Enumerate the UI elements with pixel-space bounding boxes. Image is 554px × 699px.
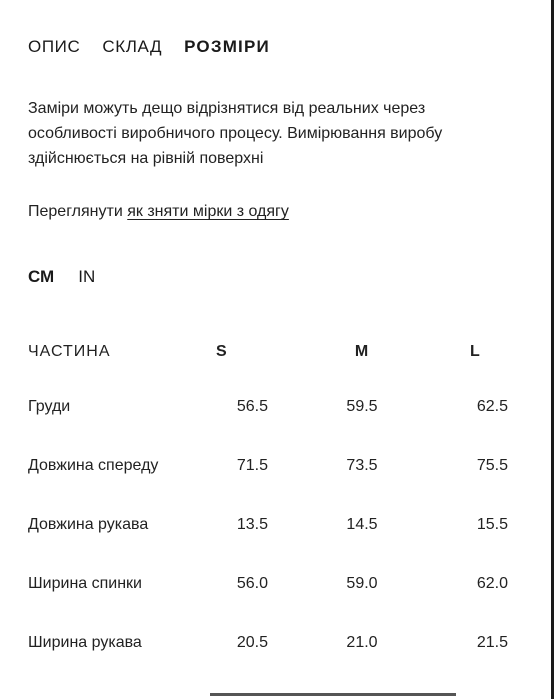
- table-row: [28, 634, 554, 693]
- row-size-l: 21.5: [476, 634, 508, 651]
- tab-sizes[interactable]: РОЗМІРИ: [184, 37, 270, 56]
- row-size-m: 59.5: [346, 398, 378, 415]
- measure-guide-prefix: Переглянути: [28, 203, 123, 220]
- row-part: Ширина спинки: [28, 575, 142, 592]
- row-size-l: 62.0: [476, 575, 508, 592]
- row-size-m: 14.5: [346, 516, 378, 533]
- unit-switcher: [28, 267, 95, 287]
- table-horizontal-scrollbar[interactable]: [210, 693, 456, 696]
- measurement-disclaimer: Заміри можуть дещо відрізнятися від реальних через особливості виробничого процесу. Вимірювання виробу здійснюється на рівній поверхні: [28, 100, 443, 167]
- tab-description[interactable]: ОПИС: [28, 37, 81, 56]
- row-part: Довжина рукава: [28, 516, 149, 533]
- row-size-l: 75.5: [476, 457, 508, 474]
- table-row: [28, 398, 554, 457]
- tab-composition[interactable]: СКЛАД: [102, 37, 163, 56]
- row-size-s-cell: [208, 575, 268, 599]
- table-row: [28, 516, 554, 575]
- header-size-m: M: [354, 343, 370, 360]
- row-size-s: 13.5: [236, 516, 268, 533]
- size-table: [28, 343, 554, 693]
- unit-in-toggle[interactable]: IN: [78, 267, 96, 286]
- product-tabs: [28, 37, 270, 57]
- table-row: [28, 575, 554, 634]
- row-size-s: 56.5: [236, 398, 268, 415]
- row-size-l: 15.5: [476, 516, 508, 533]
- row-size-s-cell: [208, 634, 268, 658]
- row-size-m: 73.5: [346, 457, 378, 474]
- row-size-l: 62.5: [476, 398, 508, 415]
- row-size-s: 56.0: [236, 575, 268, 592]
- table-header-row: [28, 343, 554, 398]
- measure-guide-line: [28, 203, 289, 221]
- row-part: Ширина рукава: [28, 634, 142, 651]
- row-size-m: 21.0: [346, 634, 378, 651]
- row-part: Довжина спереду: [28, 457, 159, 474]
- table-row: [28, 457, 554, 516]
- scrollbar-thumb[interactable]: [210, 693, 456, 696]
- header-size-s: S: [216, 343, 228, 360]
- row-size-s: 71.5: [236, 457, 268, 474]
- row-size-s-cell: [208, 516, 268, 540]
- row-size-s: 20.5: [236, 634, 268, 651]
- row-part: Груди: [28, 398, 71, 415]
- header-part: ЧАСТИНА: [28, 343, 111, 360]
- measure-guide-link[interactable]: як зняти мірки з одягу: [127, 203, 289, 220]
- row-size-m: 59.0: [346, 575, 378, 592]
- header-size-l: L: [470, 343, 481, 360]
- row-size-s-cell: [208, 398, 268, 422]
- unit-cm-toggle[interactable]: СМ: [28, 267, 55, 286]
- row-size-s-cell: [208, 457, 268, 481]
